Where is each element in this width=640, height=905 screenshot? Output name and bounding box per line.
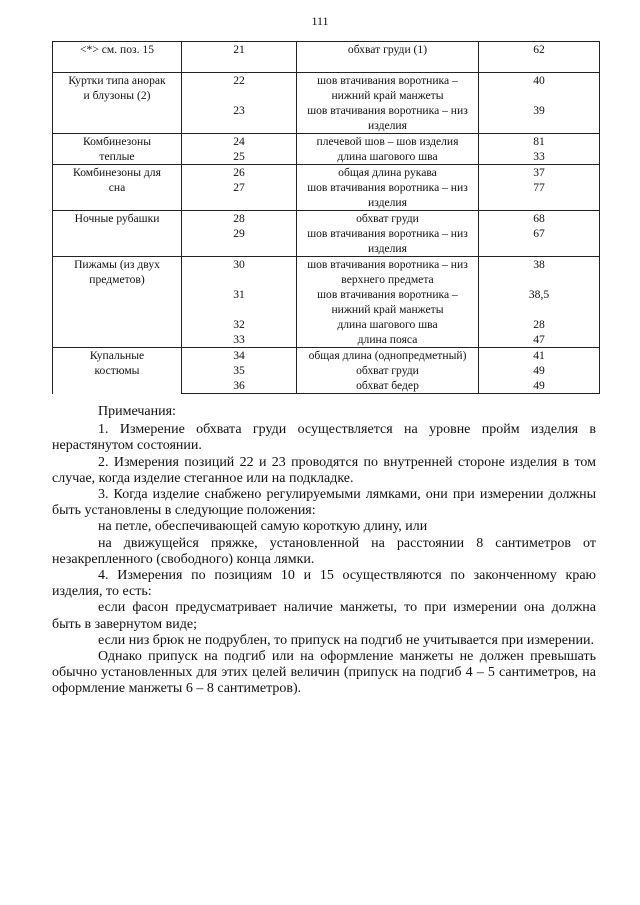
table-row [53,165,600,181]
measurement-description: нижний край манжеты [331,303,444,316]
table-row [53,134,600,150]
garment-type-label: Комбинезоны для [73,166,161,179]
position-number: 34 [233,349,245,362]
table-row [53,257,600,288]
note-paragraph: если фасон предусматривает наличие манжеты, то при измерении она должна быть в завернутом виде; [52,600,596,632]
position-number-cell [182,332,297,348]
measurement-description-cell [297,257,479,288]
measurement-description: обхват бедер [356,379,419,392]
notes-body [52,422,596,697]
measurement-description: общая длина рукава [338,166,437,179]
measurement-description: обхват груди [356,212,419,225]
measurement-description: изделия [368,196,407,209]
position-number: 23 [233,104,245,117]
measurement-value: 38,5 [528,288,550,301]
position-number: 31 [233,288,245,301]
measurement-value: 47 [533,333,545,346]
measurement-value: 33 [533,150,545,163]
measurement-description-cell [297,103,479,134]
notes-section [52,404,596,698]
position-number-cell [182,180,297,211]
measurement-value-cell [479,42,600,58]
measurement-value-cell [479,226,600,257]
measurement-value: 39 [533,104,545,117]
position-number-cell [182,257,297,288]
note-paragraph: 2. Измерения позиций 22 и 23 проводятся по внутренней стороне изделия в том случае, когда изделие стеганное или на подкладке. [52,454,596,486]
measurement-value: 41 [533,349,545,362]
measurement-description-cell [297,57,479,73]
measurement-description-cell [297,332,479,348]
measurement-value-cell [479,165,600,181]
table-body [53,42,600,394]
table-row [53,73,600,104]
measurement-description-cell [297,348,479,364]
garment-type-label: костюмы [94,364,140,377]
measurement-description: верхнего предмета [341,273,434,286]
position-number-cell [182,211,297,227]
position-number-cell [182,73,297,104]
measurement-description: изделия [368,119,407,132]
measurement-value: 68 [533,212,545,225]
measurement-value: 37 [533,166,545,179]
measurement-value-cell [479,211,600,227]
measurement-value-cell [479,378,600,394]
measurement-description-cell [297,378,479,394]
position-number: 21 [233,43,245,56]
measurement-value: 40 [533,74,545,87]
garment-type-label: Куртки типа анорак [68,74,166,87]
measurement-description: длина шагового шва [337,318,438,331]
position-number: 30 [233,258,245,271]
measurement-description: нижний край манжеты [331,89,444,102]
measurement-value: 77 [533,181,545,194]
garment-type-label: теплые [99,150,135,163]
position-number: 24 [233,135,245,148]
note-paragraph: 3. Когда изделие снабжено регулируемыми лямками, они при измерении должны быть установлены в следующие положения: [52,487,596,519]
garment-type-label: и блузоны (2) [83,89,151,102]
garment-type-label: Ночные рубашки [74,212,160,225]
position-number: 27 [233,181,245,194]
position-number-cell [182,287,297,317]
note-paragraph: на петле, обеспечивающей самую короткую длину, или [98,519,428,535]
garment-type-label: <*> см. поз. 15 [79,43,155,56]
measurement-description: шов втачивания воротника – низ [307,181,468,194]
measurement-description-cell [297,363,479,378]
position-number-cell [182,226,297,257]
position-number: 25 [233,150,245,163]
measurement-value: 49 [533,379,545,392]
measurement-description-cell [297,287,479,317]
measurement-description-cell [297,134,479,150]
measurement-value: 28 [533,318,545,331]
garment-type-cell [53,73,182,134]
position-number-cell [182,165,297,181]
measurement-description-cell [297,42,479,58]
measurement-value-cell [479,149,600,165]
measurement-value-cell [479,363,600,378]
measurement-description: общая длина (однопредметный) [308,349,467,362]
measurement-value-cell [479,57,600,73]
position-number: 26 [233,166,245,179]
measurement-value-cell [479,180,600,211]
garment-type-cell [53,165,182,211]
measurement-value-cell [479,348,600,364]
table-row [53,348,600,364]
measurement-description-cell [297,211,479,227]
measurement-value: 67 [533,227,545,240]
measurement-description: шов втачивания воротника – [317,74,458,87]
measurement-description-cell [297,73,479,104]
table-row [53,211,600,227]
measurement-description-cell [297,317,479,332]
page-number: 111 [311,14,329,28]
position-number: 36 [233,379,245,392]
position-number-cell [182,57,297,73]
position-number-cell [182,378,297,394]
measurement-table [52,41,600,394]
garment-type-label: Комбинезоны [83,135,151,148]
note-paragraph: Однако припуск на подгиб или на оформление манжеты не должен превышать обычно установленных для этих целей величин (припуск на подгиб 4 – 5 сантиметров, на оформление манжеты 6 – 8 сантиметров). [52,649,596,697]
measurement-value-cell [479,73,600,104]
garment-type-label: предметов) [89,273,145,286]
measurement-description: обхват груди (1) [347,43,428,56]
measurement-value-cell [479,287,600,317]
measurement-description [301,57,474,72]
measurement-description: шов втачивания воротника – низ [307,104,468,117]
garment-type-label: Купальные [89,349,145,362]
note-paragraph: 1. Измерение обхвата груди осуществляется на уровне пройм изделия в нерастянутом состоянии. [52,422,596,454]
position-number-cell [182,42,297,58]
table-row [53,42,600,58]
position-number-cell [182,317,297,332]
position-number: 32 [233,318,245,331]
garment-type-label: сна [108,181,126,194]
measurement-description: длина пояса [357,333,418,346]
position-number: 29 [233,227,245,240]
measurement-description: шов втачивания воротника – [317,288,458,301]
position-number-cell [182,348,297,364]
measurement-description-cell [297,180,479,211]
measurement-description-cell [297,149,479,165]
measurement-description: обхват груди [356,364,419,377]
position-number: 28 [233,212,245,225]
measurement-value-cell [479,103,600,134]
note-paragraph: 4. Измерения по позициям 10 и 15 осуществляются по законченному краю изделия, то есть: [52,568,596,600]
garment-type-cell [53,134,182,165]
measurement-description-cell [297,226,479,257]
measurement-value: 81 [533,135,545,148]
measurement-description-cell [297,165,479,181]
measurement-value: 38 [533,258,545,271]
measurement-value: 62 [533,43,545,56]
position-number: 33 [233,333,245,346]
position-number: 22 [233,74,245,87]
measurement-value [483,57,595,72]
measurement-description: шов втачивания воротника – низ [307,258,468,271]
measurement-description: изделия [368,242,407,255]
position-number-cell [182,149,297,165]
measurement-value-cell [479,332,600,348]
note-paragraph: если низ брюк не подрублен, то припуск на подгиб не учитывается при измерении. [98,632,595,648]
position-number-cell [182,103,297,134]
measurement-value-cell [479,317,600,332]
notes-heading: Примечания: [98,404,176,419]
measurement-description: длина шагового шва [337,150,438,163]
measurement-value: 49 [533,364,545,377]
garment-type-cell [53,42,182,73]
garment-type-cell [53,348,182,394]
position-number-cell [182,134,297,150]
position-number-cell [182,363,297,378]
garment-type-label: Пижамы (из двух [74,258,160,271]
measurement-value-cell [479,134,600,150]
measurement-description: шов втачивания воротника – низ [307,227,468,240]
measurement-description: плечевой шов – шов изделия [316,135,459,148]
position-number: 35 [233,364,245,377]
garment-type-cell [53,211,182,257]
garment-type-cell [53,257,182,348]
note-paragraph: на движущейся пряжке, установленной на расстоянии 8 сантиметров от незакрепленного (свободного) конца лямки. [52,535,596,567]
measurement-value-cell [479,257,600,288]
